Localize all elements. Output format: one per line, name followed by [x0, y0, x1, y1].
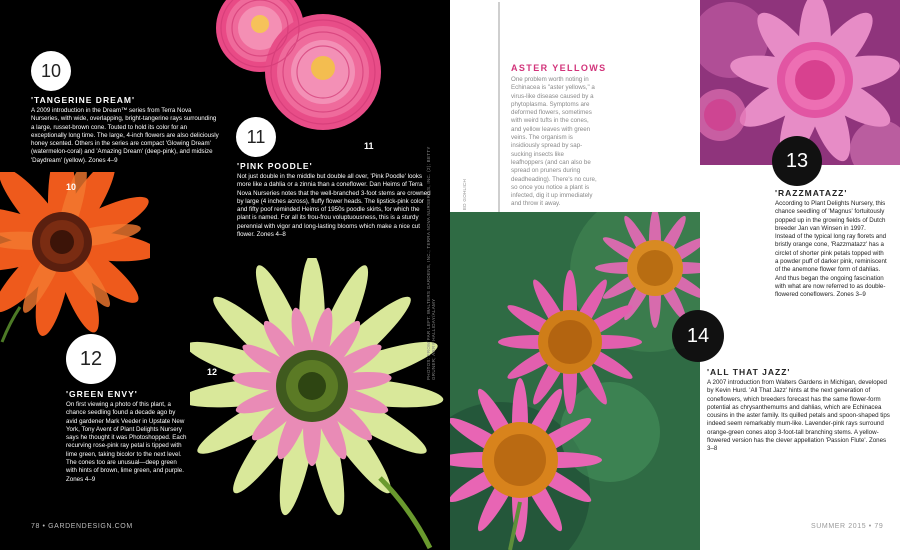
- photo-label: 12: [207, 367, 218, 377]
- sidebar-rule: [498, 2, 500, 212]
- entry-title: 'GREEN ENVY': [66, 389, 138, 399]
- photo-label: 11: [364, 141, 374, 151]
- entry-body: According to Plant Delights Nursery, this chance seedling of 'Magnus' fortuitously popped up in the growing fields of Dutch breeder Jan van Winsen in 1997. Instead of the typical long ray florets and bristly orange cone, 'Razzmatazz' has a circlet of shorter pink petals topped with a powder puff of darker pink, reminiscent of the anemone flower form of dahlias. And thus began the ongoing fascination with what are now referred to as double-flowered coneflowers. Zones 3–9: [775, 200, 887, 299]
- entry-body: A 2007 introduction from Walters Gardens in Michigan, developed by Kevin Hurd. 'All That Jazz' hints at the next generation of coneflowers, which breeders forecast has the same flower-form potential as chrysanthemums and dahlias, which are Echinacea cousins in the aster family. Its quilled petals and spoon-shaped tips indeed seem remarkably mum-like. Lavender-pink rays surround orange-green cones atop 3-foot-tall branching stems. A yellow-flowered version has the clever appellation 'Passion Flute'. Zones 3–8: [707, 379, 890, 453]
- entry-number-badge: 12: [66, 334, 116, 384]
- page-folio: 78 • GARDENDESIGN.COM: [31, 523, 133, 530]
- entry-title: 'ALL THAT JAZZ': [707, 367, 791, 377]
- all-that-jazz-photo: [450, 212, 700, 550]
- photo-credit: ED GOHLICH: [462, 178, 467, 210]
- entry-number-badge: 11: [236, 117, 276, 157]
- sidebar-body: One problem worth noting in Echinacea is "aster yellows," a virus-like disease caused by a phytoplasma. Symptoms are deformed flowers, sometimes with weird tufts in the cones, and yellow leaves with green veins. The organism is insidiously spread by sap-sucking insects like leafhoppers (and can also be spread on pruners during deadheading). There's no cure, so once you notice a plant is infected, dig it up immediately and throw it away.: [511, 76, 597, 208]
- green-envy-photo: [190, 258, 450, 550]
- entry-title: 'TANGERINE DREAM': [31, 95, 135, 105]
- right-page: [450, 0, 900, 550]
- pink-poodle-photo: [205, 0, 405, 150]
- photo-credit: PHOTOS: FROM FAR LEFT: WALTERS GARDENS, INC.; TERRA NOVA NURSERIES, INC. (2); BETTY GRUNER; ARRY HALLIDAY/ALAMY: [426, 146, 436, 380]
- entry-number-badge: 13: [772, 136, 822, 186]
- entry-body: Not just double in the middle but double all over, 'Pink Poodle' looks more like a dahlia or a zinnia than a coneflower. Dan Heims of Terra Nova Nurseries notes that the well-branched 3-foot stems are crowned by large (4 inches across), fluffy flower heads. The lipstick-pink color and fifty poof reminded Heims of 1950s poodle skirts, for which the plant is named. For all its frou-frou voluptuousness, this is a sturdy perennial with vigor and long-lasting blooms which make a nice cut flower. Zones 4–8: [237, 173, 431, 239]
- entry-title: 'PINK POODLE': [237, 161, 313, 171]
- entry-title: 'RAZZMATAZZ': [775, 188, 848, 198]
- entry-body: A 2009 introduction in the Dream™ series from Terra Nova Nurseries, with wide, overlapping, bright-tangerine rays surrounding a large, russet-brown cone. Touted to hold its color for an exceptionally long time. The large, 4-inch flowers are also deliciously honey scented. Others in the series are compact 'Glowing Dream' (watermelon-coral) and 'Amazing Dream' (deep-pink), and midsize 'Daydream' (yellow). Zones 4–9: [31, 107, 219, 164]
- photo-label: 10: [66, 182, 77, 192]
- entry-body: On first viewing a photo of this plant, a chance seedling found a decade ago by avid gardener Mark Veeder in Upstate New York, Tony Avent of Plant Delights Nursery says he thought it was Photoshopped. Each recurving rose-pink ray petal is tipped with lime green, taking bicolor to the next level. The cones too are unusual—deep green with hints of brown, lime green, and purple. Zones 4–9: [66, 401, 187, 483]
- entry-number-badge: 10: [31, 51, 71, 91]
- tangerine-dream-photo: [0, 172, 150, 347]
- page-folio: SUMMER 2015 • 79: [811, 523, 884, 530]
- entry-number-badge: 14: [672, 310, 724, 362]
- sidebar-title: ASTER YELLOWS: [511, 63, 607, 73]
